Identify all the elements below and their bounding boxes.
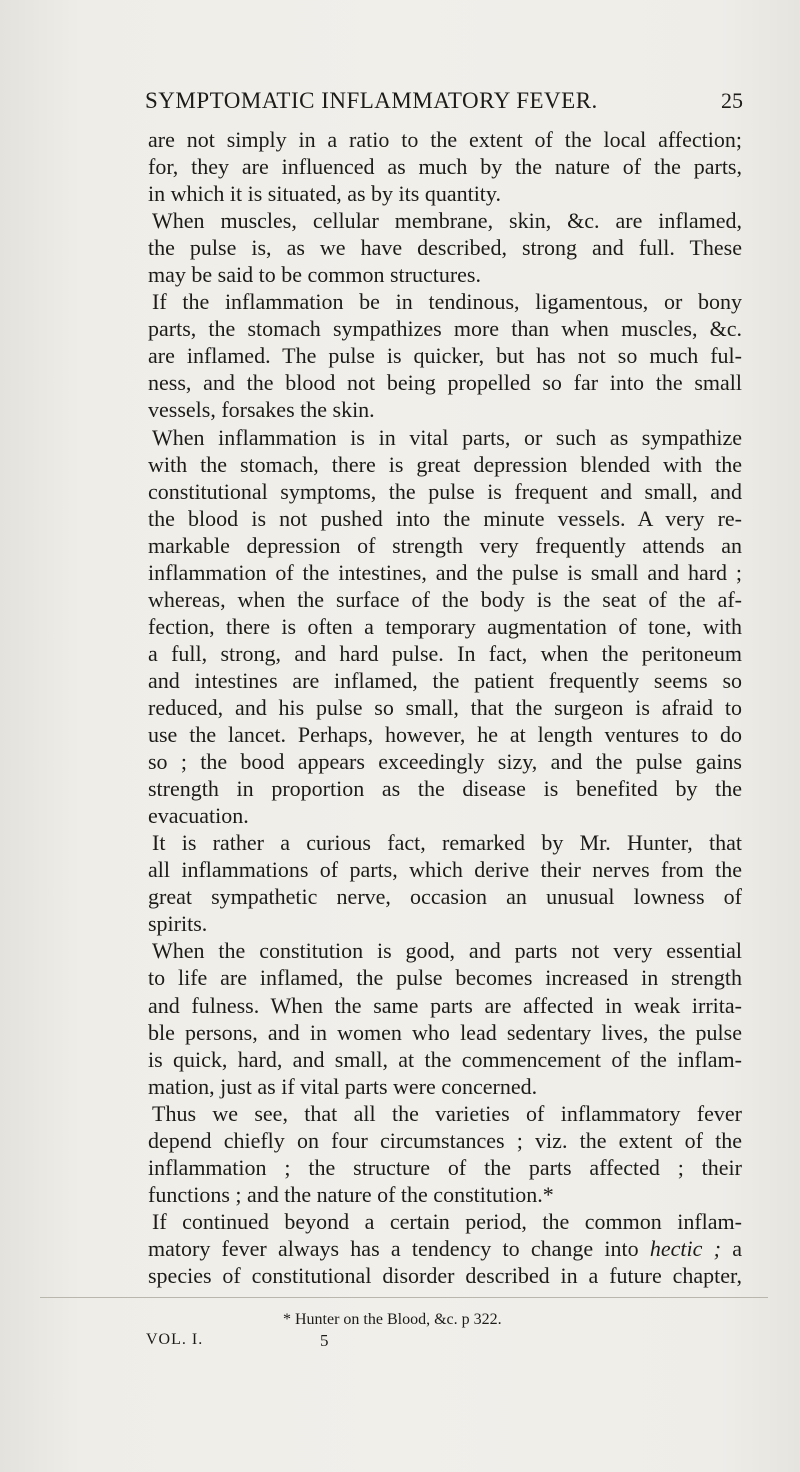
- text-line: When the constitution is good, and parts not very essential: [152, 938, 742, 964]
- text-line: Thus we see, that all the varieties of inflammatory fever: [152, 1100, 742, 1126]
- text-line: It is rather a curious fact, remarked by Mr. Hunter, that: [152, 830, 742, 856]
- volume-signature: VOL. I.: [146, 1331, 204, 1348]
- italic-term: hectic ;: [649, 1235, 721, 1261]
- text-line: whereas, when the surface of the body is the seat of the af-: [148, 586, 742, 612]
- text-line: reduced, and his pulse so small, that the surgeon is afraid to: [148, 694, 742, 720]
- text-line: constitutional symptoms, the pulse is frequent and small, and: [148, 478, 742, 504]
- text-line: strength in proportion as the disease is benefited by the: [148, 776, 742, 802]
- text-line: and intestines are inflamed, the patient frequently seems so: [148, 667, 742, 693]
- signature-mark: 5: [320, 1331, 329, 1350]
- text-line: spirits.: [148, 911, 208, 937]
- text-segment: matory fever always has a tendency to change into: [148, 1235, 639, 1261]
- text-line: are inflamed. The pulse is quicker, but has not so much ful-: [148, 343, 742, 369]
- text-segment: a: [721, 1235, 742, 1261]
- text-line: When inflammation is in vital parts, or such as sympathize: [152, 424, 742, 450]
- text-line: in which it is situated, as by its quantity.: [148, 181, 501, 207]
- text-line: markable depression of strength very frequently attends an: [148, 532, 742, 558]
- text-line: species of constitutional disorder described in a future chapter,: [148, 1262, 742, 1288]
- text-line: a full, strong, and hard pulse. In fact, when the peritoneum: [148, 640, 742, 666]
- running-head: SYMPTOMATIC INFLAMMATORY FEVER.: [145, 88, 598, 113]
- text-line: inflammation ; the structure of the parts affected ; their: [148, 1154, 742, 1180]
- text-line: for, they are influenced as much by the nature of the parts,: [148, 154, 742, 180]
- text-line: mation, just as if vital parts were concerned.: [148, 1073, 538, 1099]
- text-line: use the lancet. Perhaps, however, he at length ventures to do: [148, 722, 742, 748]
- text-line: inflammation of the intestines, and the pulse is small and hard ;: [148, 559, 742, 585]
- text-line: so ; the bood appears exceedingly sizy, and the pulse gains: [148, 749, 742, 775]
- body-text: [148, 126, 742, 1289]
- text-line: all inflammations of parts, which derive their nerves from the: [148, 857, 742, 883]
- text-line: If continued beyond a certain period, the common inflam-: [152, 1208, 742, 1234]
- text-line: fection, there is often a temporary augmentation of tone, with: [148, 613, 742, 639]
- text-line-with-italic: [148, 1235, 742, 1262]
- text-line: with the stomach, there is great depression blended with the: [148, 451, 742, 477]
- text-line: functions ; and the nature of the constitution.*: [148, 1181, 554, 1207]
- text-line: If the inflammation be in tendinous, ligamentous, or bony: [152, 289, 742, 315]
- text-line: the blood is not pushed into the minute vessels. A very re-: [148, 505, 742, 531]
- text-line: may be said to be common structures.: [148, 262, 481, 288]
- text-line: great sympathetic nerve, occasion an unusual lowness of: [148, 884, 742, 910]
- page-header: [145, 88, 743, 120]
- text-line: are not simply in a ratio to the extent of the local affection;: [148, 127, 742, 152]
- text-line: When muscles, cellular membrane, skin, &c. are inflamed,: [152, 208, 742, 234]
- text-line: ble persons, and in women who lead sedentary lives, the pulse: [148, 1019, 742, 1045]
- text-line: ness, and the blood not being propelled so far into the small: [148, 370, 742, 396]
- footnote: * Hunter on the Blood, &c. p 322.: [283, 1311, 502, 1328]
- text-line: to life are inflamed, the pulse becomes increased in strength: [148, 965, 742, 991]
- text-line: and fulness. When the same parts are affected in weak irrita-: [148, 992, 742, 1018]
- text-line: vessels, forsakes the skin.: [148, 397, 375, 423]
- text-line: depend chiefly on four circumstances ; viz. the extent of the: [148, 1127, 742, 1153]
- text-line: parts, the stomach sympathizes more than when muscles, &c.: [148, 316, 742, 342]
- text-line: is quick, hard, and small, at the commencement of the inflam-: [148, 1046, 742, 1072]
- footnote-rule: [40, 1297, 768, 1298]
- text-line: the pulse is, as we have described, strong and full. These: [148, 235, 742, 261]
- text-line: evacuation.: [148, 803, 249, 829]
- page-number: 25: [721, 88, 743, 113]
